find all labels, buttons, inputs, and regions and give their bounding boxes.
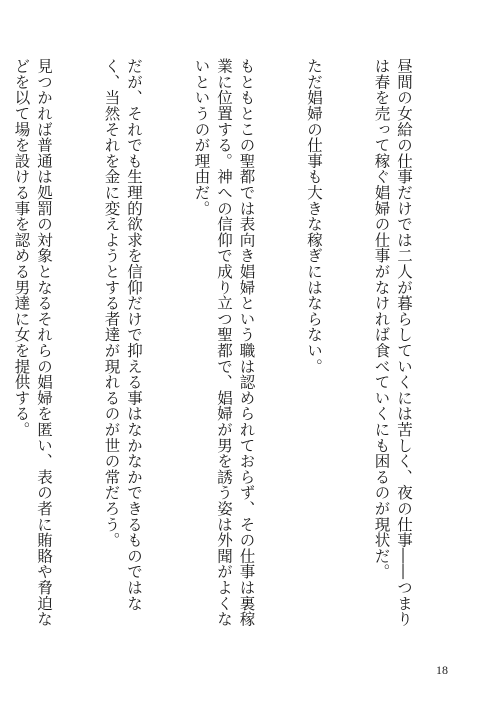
body-text <box>0 58 460 640</box>
paragraph-4: だが、それでも生理的欲求を信仰だけで抑える事はなかなかできるものではなく、当然それを金に変えようとする者達が現れるのが世の常だろう。 <box>102 58 143 611</box>
paragraph-1: 昼間の女給の仕事だけでは二人が暮らしていくには苦しく、夜の仕事――つまりは春を売って稼ぐ娼婦の仕事がなければ食べていくにも困るのが現状だ。 <box>372 58 413 627</box>
paragraph-5: 見つかれば普通は処罰の対象となるそれらの娼婦を匿い、表の者に賄賂や脅迫などを以て場を設ける事を認める男達に女を提供する。 <box>12 58 53 627</box>
page-number: 18 <box>436 663 448 677</box>
paragraph-3: もともとこの聖都では表向き娼婦という職は認められておらず、その仕事は裏稼業に位置する。神への信仰で成り立つ聖都で、娼婦が男を誘う姿は外聞がよくないというのが理由だ。 <box>192 58 256 627</box>
paragraph-2: ただ娼婦の仕事も大きな稼ぎにはならない。 <box>305 58 323 374</box>
